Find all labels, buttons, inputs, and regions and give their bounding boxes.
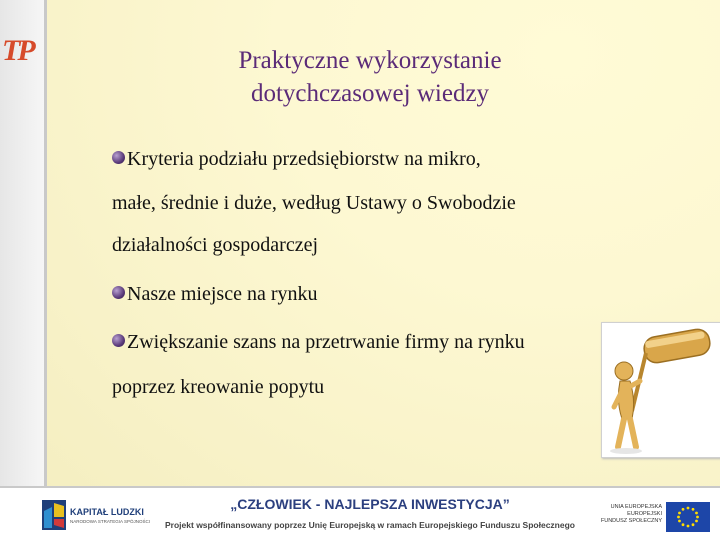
- paint-roller-clipart: [601, 322, 720, 458]
- title-line-2: dotychczasowej wiedzy: [250, 80, 490, 107]
- kapital-ludzki-subtitle: NARODOWA STRATEGIA SPÓJNOŚCI: [70, 519, 151, 524]
- bullet-icon: [112, 151, 125, 164]
- bullet-item-2: [112, 283, 317, 306]
- eu-label-line-3: FUNDUSZ SPOŁECZNY: [600, 518, 662, 524]
- bullet-2-line-1: Nasze miejsce na rynku: [127, 283, 318, 305]
- kapital-ludzki-logo-icon: [40, 497, 70, 533]
- kapital-ludzki-title: KAPITAŁ LUDZKI: [70, 507, 144, 517]
- bullet-1-line-3: działalności gospodarczej: [112, 234, 319, 256]
- paint-roller-figure-icon: [602, 323, 720, 457]
- bullet-item-1: [112, 148, 481, 171]
- bullet-3-line-2: poprzez kreowanie popytu: [112, 376, 325, 398]
- title-line-1: Praktyczne wykorzystanie: [238, 47, 502, 74]
- eu-label: [596, 504, 662, 525]
- eu-flag-icon: [666, 502, 710, 532]
- bullet-icon: [112, 286, 125, 299]
- footer-motto: „CZŁOWIEK - NAJLEPSZA INWESTYCJA”: [230, 496, 510, 512]
- eu-label-line-1: UNIA EUROPEJSKA: [610, 504, 662, 510]
- bullet-icon: [112, 334, 125, 347]
- eu-label-line-2: EUROPEJSKI: [627, 511, 662, 517]
- tp-logo: TP: [2, 34, 33, 67]
- bullet-1-line-1: Kryteria podziału przedsiębiorstw na mikro,: [127, 148, 481, 170]
- left-sidebar-bar: [0, 0, 47, 486]
- bullet-3-line-1: Zwiększanie szans na przetrwanie firmy na rynku: [127, 331, 525, 353]
- bullet-1-line-2: małe, średnie i duże, według Ustawy o Swobodzie: [112, 192, 516, 214]
- bullet-item-3: [112, 331, 525, 354]
- slide-title: [140, 44, 600, 110]
- footer-cofinancing-note: Projekt współfinansowany poprzez Unię Europejską w ramach Europejskiego Funduszu Społecznego: [165, 520, 575, 530]
